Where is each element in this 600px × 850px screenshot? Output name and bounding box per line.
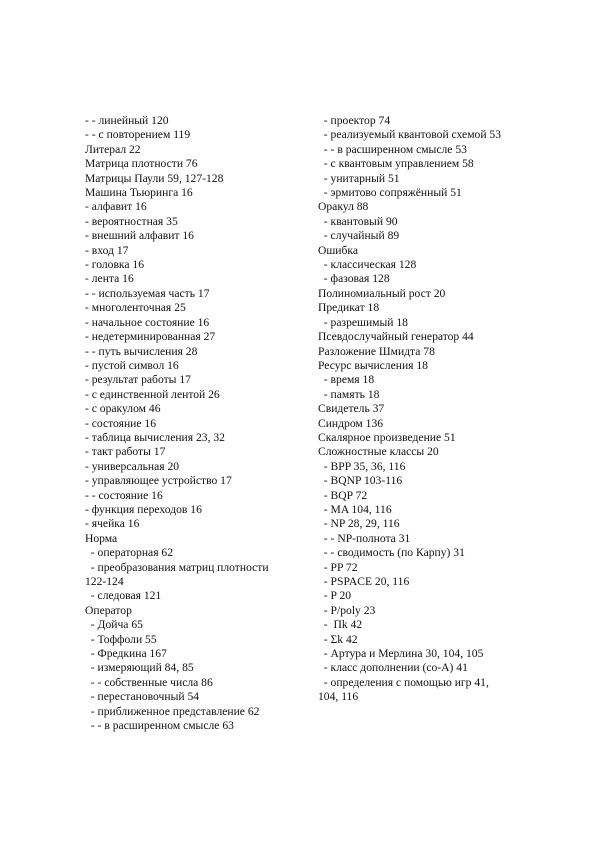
index-entry: - результат работы 17 xyxy=(85,373,191,387)
index-entry: - приближенное представление 62 xyxy=(85,704,260,718)
index-entry: - с квантовым управлением 58 xyxy=(318,157,474,171)
index-entry: - функция переходов 16 xyxy=(85,502,202,516)
index-entry: - BQP 72 xyxy=(318,488,368,502)
index-entry: - Дойча 65 xyxy=(85,618,143,632)
index-entry: - память 18 xyxy=(318,387,380,401)
index-entry: Оракул 88 xyxy=(318,200,369,214)
index-entry: - - в расширенном смысле 53 xyxy=(318,142,467,156)
index-entry: - разрешимый 18 xyxy=(318,315,408,329)
index-entry: Предикат 18 xyxy=(318,301,380,315)
index-entry: - класс дополнении (co-A) 41 xyxy=(318,661,468,675)
index-entry: - проектор 74 xyxy=(318,114,391,127)
index-entry: - PSPACE 20, 116 xyxy=(318,575,410,588)
index-entry: - с оракулом 46 xyxy=(85,402,161,416)
index-entry: - - NP-полнота 31 xyxy=(318,531,411,545)
index-entry: - фазовая 128 xyxy=(318,272,390,286)
index-entry: - время 18 xyxy=(318,373,375,387)
index-entry: - BQNP 103-116 xyxy=(318,474,403,488)
index-entry: - операторная 62 xyxy=(85,546,174,560)
index-entry: Норма xyxy=(85,531,118,545)
index-entry: - - путь вычисления 28 xyxy=(85,344,198,358)
index-entry: - Фредкина 167 xyxy=(85,647,167,661)
index-entry: 104, 116 xyxy=(318,690,359,704)
index-entry: Свидетель 37 xyxy=(318,402,385,416)
index-entry: - универсальная 20 xyxy=(85,459,180,473)
index-entry: - - состояние 16 xyxy=(85,488,163,502)
index-entry: - MA 104, 116 xyxy=(318,502,392,516)
index-entry: - с единственной лентой 26 xyxy=(85,387,220,401)
index-entry: - эрмитово сопряжённый 51 xyxy=(318,186,462,200)
index-entry: Синдром 136 xyxy=(318,416,384,430)
index-entry: - - в расширенном смысле 63 xyxy=(85,719,234,733)
index-entry: Скалярное произведение 51 xyxy=(318,430,456,444)
index-entry: - начальное состояние 16 xyxy=(85,315,210,329)
index-entry: - унитарный 51 xyxy=(318,171,400,185)
index-entry: - BPP 35, 36, 116 xyxy=(318,459,406,473)
index-entry: - Σk 42 xyxy=(318,632,358,646)
index-entry: - квантовый 90 xyxy=(318,214,398,228)
index-entry: - измеряющий 84, 85 xyxy=(85,661,194,675)
index-entry: Сложностные классы 20 xyxy=(318,445,439,459)
index-entry: - состояние 16 xyxy=(85,416,157,430)
index-entry: - реализуемый квантовой схемой 53 xyxy=(318,128,502,142)
index-entry: - NP 28, 29, 116 xyxy=(318,517,400,531)
index-entry: - вероятностная 35 xyxy=(85,214,178,228)
index-entry: - внешний алфавит 16 xyxy=(85,229,194,243)
index-entry: - Тоффоли 55 xyxy=(85,632,157,646)
index-entry: - недетерминированная 27 xyxy=(85,330,216,344)
index-entry: - P/poly 23 xyxy=(318,603,376,617)
index-entry: - таблица вычисления 23, 32 xyxy=(85,430,225,444)
index-entry: Машина Тьюринга 16 xyxy=(85,186,193,200)
index-entry: - пустой символ 16 xyxy=(85,358,179,372)
index-entry: Ресурс вычисления 18 xyxy=(318,358,428,372)
index-entry: Полиномиальный рост 20 xyxy=(318,286,446,300)
index-entry: - головка 16 xyxy=(85,258,145,272)
index-entry: - определения с помощью игр 41, xyxy=(318,675,489,689)
index-entry: - классическая 128 xyxy=(318,258,417,272)
index-entry: Матрица плотности 76 xyxy=(85,157,198,171)
index-left-column xyxy=(85,114,297,733)
index-entry: - - используемая часть 17 xyxy=(85,286,210,300)
index-entry: - ячейка 16 xyxy=(85,517,140,531)
index-entry: - вход 17 xyxy=(85,243,129,257)
index-entry: Разложение Шмидта 78 xyxy=(318,344,435,358)
index-entry: - - сводимость (по Карпу) 31 xyxy=(318,546,465,560)
index-entry: 122-124 xyxy=(85,575,124,588)
index-entry: - Πk 42 xyxy=(318,618,363,632)
index-entry: - - собственные числа 86 xyxy=(85,675,213,689)
index-entry: Матрицы Паули 59, 127-128 xyxy=(85,171,224,185)
index-entry: Оператор xyxy=(85,603,132,617)
index-entry: - перестановочный 54 xyxy=(85,690,200,704)
index-entry: - многоленточная 25 xyxy=(85,301,186,315)
index-entry: - следовая 121 xyxy=(85,589,162,603)
index-entry: - преобразования матриц плотности xyxy=(85,560,269,574)
index-entry: - PP 72 xyxy=(318,560,358,574)
index-entry: - случайный 89 xyxy=(318,229,400,243)
index-entry: - Артура и Мерлина 30, 104, 105 xyxy=(318,647,484,661)
index-entry: - такт работы 17 xyxy=(85,445,166,459)
index-entry: - - линейный 120 xyxy=(85,114,169,127)
index-entry: Ошибка xyxy=(318,243,359,257)
index-entry: - лента 16 xyxy=(85,272,134,286)
index-entry: Литерал 22 xyxy=(85,142,141,156)
index-entry: - алфавит 16 xyxy=(85,200,147,214)
index-entry: - P 20 xyxy=(318,589,352,603)
index-entry: - управляющее устройство 17 xyxy=(85,474,232,488)
index-right-column xyxy=(318,114,518,705)
index-entry: - - с повторением 119 xyxy=(85,128,191,142)
index-entry: Псевдослучайный генератор 44 xyxy=(318,330,474,344)
